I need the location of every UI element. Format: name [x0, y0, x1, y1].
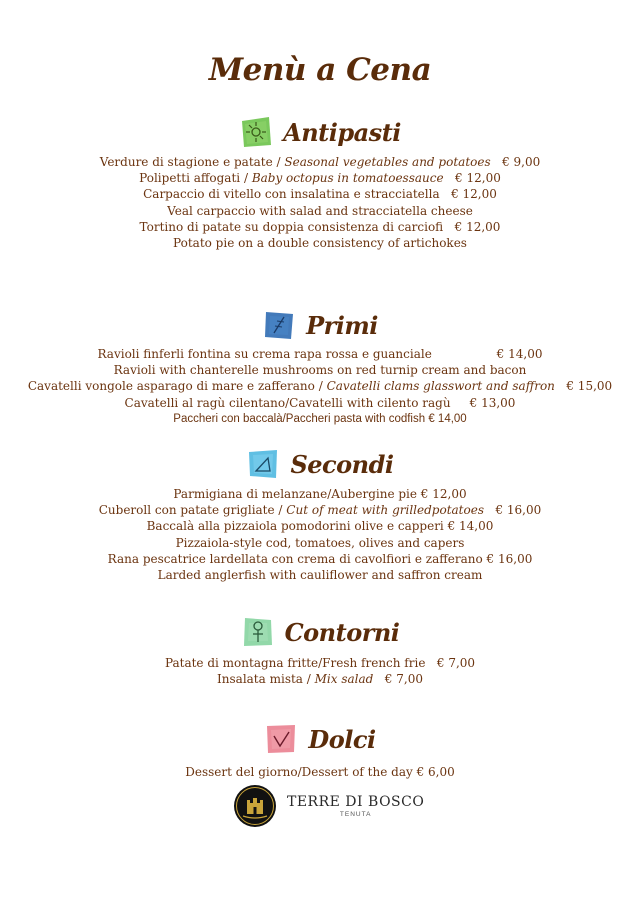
- sun-glyph-icon: [239, 115, 273, 149]
- list-item: Carpaccio di vitello con insalatina e stracciatella € 12,00: [143, 187, 497, 202]
- list-item: Tortino di patate su doppia consistenza di carciofi € 12,00: [139, 219, 501, 234]
- section-header-secondi: [0, 444, 640, 484]
- feather-glyph-icon: [262, 308, 296, 342]
- list-item: Paccheri con baccalà/Paccheri pasta with codfish € 14,00: [173, 412, 467, 425]
- list-item: Pizzaiola-style cod, tomatoes, olives and capers: [175, 535, 465, 550]
- section-title-antipasti: Antipasti: [283, 117, 401, 147]
- list-item: Patate di montagna fritte/Fresh french frie € 7,00: [164, 656, 476, 670]
- list-item: Baccalà alla pizzaiola pomodorini olive e capperi € 14,00: [146, 519, 494, 534]
- list-item: Dessert del giorno/Dessert of the day € 6,00: [185, 765, 455, 779]
- list-item: Cavatelli vongole asparago di mare e zafferano / Cavatelli clams glasswort and saffron € 15,00: [27, 379, 613, 394]
- list-item: Polipetti affogati / Baby octopus in tomatoessauce € 12,00: [139, 171, 501, 186]
- items-contorni: [0, 655, 640, 687]
- list-item: Parmigiana di melanzane/Aubergine pie € 12,00: [173, 487, 467, 501]
- list-item: Verdure di stagione e patate / Seasonal vegetables and potatoes € 9,00: [99, 155, 541, 169]
- list-item: Ravioli finferli fontina su crema rapa rossa e guanciale € 14,00: [97, 347, 543, 361]
- section-header-antipasti: [0, 112, 640, 152]
- list-item: Veal carpaccio with salad and stracciatella cheese: [167, 203, 473, 218]
- section-title-primi: Primi: [306, 310, 378, 340]
- items-antipasti: [0, 154, 640, 251]
- brand-logo: [233, 783, 424, 829]
- ankh-glyph-icon: [241, 615, 275, 649]
- section-header-dolci: [0, 719, 640, 759]
- brand-name: TERRE DI BOSCO: [287, 794, 425, 810]
- items-dolci: [0, 764, 640, 780]
- castle-emblem-icon: [233, 784, 277, 828]
- section-title-secondi: Secondi: [290, 449, 394, 479]
- list-item: Cuberoll con patate grigliate / Cut of meat with grilledpotatoes € 16,00: [98, 503, 542, 518]
- section-title-contorni: Contorni: [284, 617, 400, 647]
- page-title: Menù a Cena: [208, 52, 432, 88]
- list-item: Cavatelli al ragù cilentano/Cavatelli with cilento ragù € 13,00: [124, 395, 516, 410]
- brand-subtitle: TENUTA: [339, 811, 372, 818]
- list-item: Rana pescatrice lardellata con crema di cavolfiori e zafferano € 16,00: [107, 551, 533, 566]
- items-primi: [0, 346, 640, 427]
- section-title-dolci: Dolci: [308, 724, 376, 754]
- list-item: Potato pie on a double consistency of artichokes: [173, 236, 467, 251]
- list-item: Ravioli with chanterelle mushrooms on red turnip cream and bacon: [113, 363, 527, 378]
- section-header-primi: [0, 305, 640, 345]
- list-item: Larded anglerfish with cauliflower and saffron cream: [157, 568, 483, 583]
- list-item: Insalata mista / Mix salad € 7,00: [217, 672, 423, 687]
- items-secondi: [0, 486, 640, 583]
- checkmark-glyph-icon: [264, 722, 298, 756]
- section-header-contorni: [0, 612, 640, 652]
- triangle-glyph-icon: [246, 447, 280, 481]
